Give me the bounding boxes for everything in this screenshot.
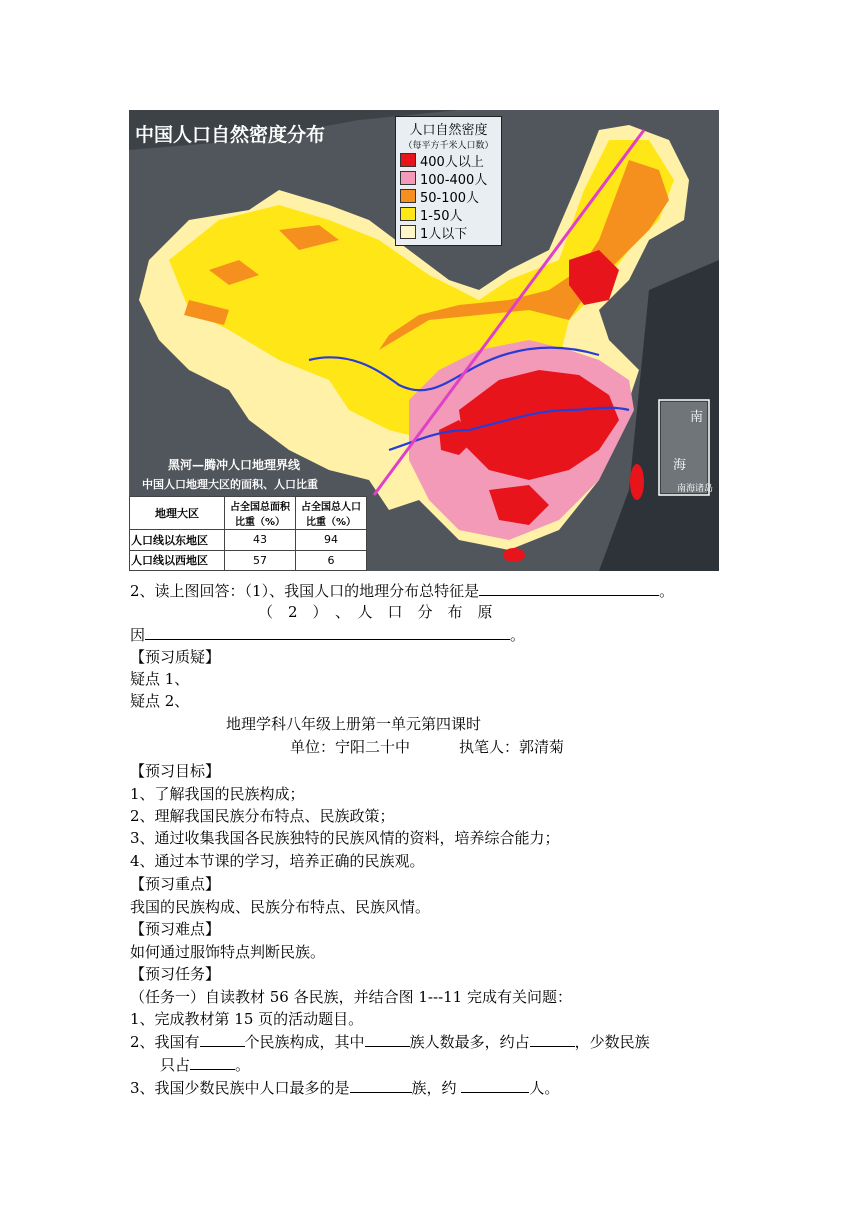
key-heading: 【预习重点】	[130, 875, 221, 893]
legend-swatch	[400, 189, 416, 203]
answer-blank[interactable]	[190, 1053, 235, 1070]
answer-blank[interactable]	[461, 1076, 529, 1093]
table-cell: 6	[296, 550, 367, 571]
goal-item: 4、通过本节课的学习，培养正确的民族观。	[130, 852, 425, 870]
answer-blank[interactable]	[200, 1030, 245, 1047]
goal-item: 2、理解我国民族分布特点、民族政策；	[130, 807, 395, 825]
goal-item: 3、通过收集我国各民族独特的民族风情的资料，培养综合能力；	[130, 829, 560, 847]
table-cell: 人口线以西地区	[130, 550, 225, 571]
answer-blank[interactable]	[365, 1030, 410, 1047]
answer-blank[interactable]	[145, 623, 510, 640]
table-row	[130, 550, 367, 571]
answer-blank[interactable]	[530, 1030, 575, 1047]
city-heihe-label: 黑河	[735, 417, 762, 432]
legend-label: 50-100人	[420, 190, 480, 206]
inset-label-3: 南海诸岛	[677, 484, 714, 494]
legend-label: 100-400人	[420, 172, 488, 188]
answer-blank[interactable]	[350, 1076, 412, 1093]
task-q1: 1、完成教材第 15 页的活动题目。	[130, 1010, 364, 1028]
lesson-author: 执笔人：郭清菊	[459, 738, 565, 756]
legend-title: 人口自然密度	[409, 123, 488, 138]
table-cell: 94	[296, 530, 367, 551]
legend-item	[400, 151, 501, 169]
task-q3: 3、我国少数民族中人口最多的是 族，约 人。	[130, 1076, 559, 1099]
legend-label: 1-50人	[420, 208, 463, 224]
legend-swatch	[400, 171, 416, 185]
inset-label-2: 海	[673, 458, 687, 473]
lesson-title: 地理学科八年级上册第一单元第四课时	[226, 715, 482, 733]
legend-swatch	[400, 207, 416, 221]
table-cell: 43	[225, 530, 296, 551]
answer-blank[interactable]	[479, 579, 659, 596]
legend-items	[396, 151, 501, 241]
legend-item	[400, 169, 501, 187]
goals-heading: 【预习目标】	[130, 762, 221, 780]
legend-item	[400, 223, 501, 241]
q2-line3: 因 。	[130, 623, 525, 646]
table-row	[130, 530, 367, 551]
table-caption: 中国人口地理大区的面积、人口比重	[142, 478, 318, 491]
table-cell: 57	[225, 550, 296, 571]
tasks-heading: 【预习任务】	[130, 965, 221, 983]
legend-item	[400, 205, 501, 223]
task-q2: 2、我国有 个民族构成，其中 族人数最多，约占 ，少数民族	[130, 1030, 650, 1053]
map-legend	[395, 116, 502, 246]
legend-swatch	[400, 153, 416, 167]
key-text: 我国的民族构成、民族分布特点、民族风情。	[130, 898, 431, 916]
task-1: （任务一）自读教材 56 各民族，并结合图 1---11 完成有关问题：	[130, 988, 572, 1006]
line-label: 黑河—腾冲人口地理界线	[168, 458, 301, 472]
legend-label: 1人以下	[420, 226, 468, 242]
legend-subtitle: （每平方千米人口数）	[403, 141, 494, 151]
legend-item	[400, 187, 501, 205]
legend-label: 400人以上	[420, 154, 484, 170]
doubt-2: 疑点 2、	[130, 692, 190, 710]
inset-label-1: 南	[690, 410, 704, 425]
table-cell: 人口线以东地区	[130, 530, 225, 551]
doubt-1: 疑点 1、	[130, 670, 190, 688]
difficulty-heading: 【预习难点】	[130, 920, 221, 938]
city-tengchong-label: 腾冲	[735, 474, 762, 489]
q2-line1: 2、读上图回答：（1）、我国人口的地理分布总特征是 。	[130, 579, 674, 602]
goal-item: 1、了解我国的民族构成；	[130, 785, 305, 803]
table-header-area: 占全国总面积比重（%）	[225, 497, 296, 530]
table-header-pop: 占全国总人口比重（%）	[296, 497, 367, 530]
legend-swatch	[400, 225, 416, 239]
difficulty-text: 如何通过服饰特点判断民族。	[130, 943, 326, 961]
q2-line2: （ 2 ） 、 人 口 分 布 原	[258, 603, 493, 621]
map-title: 中国人口自然密度分布	[135, 124, 326, 146]
lesson-unit: 单位：宁阳二十中	[290, 738, 411, 756]
map-table	[129, 496, 367, 571]
doubts-heading: 【预习质疑】	[130, 648, 221, 666]
table-header-region: 地理大区	[130, 497, 225, 530]
task-q2-cont: 只占 。	[160, 1053, 250, 1076]
